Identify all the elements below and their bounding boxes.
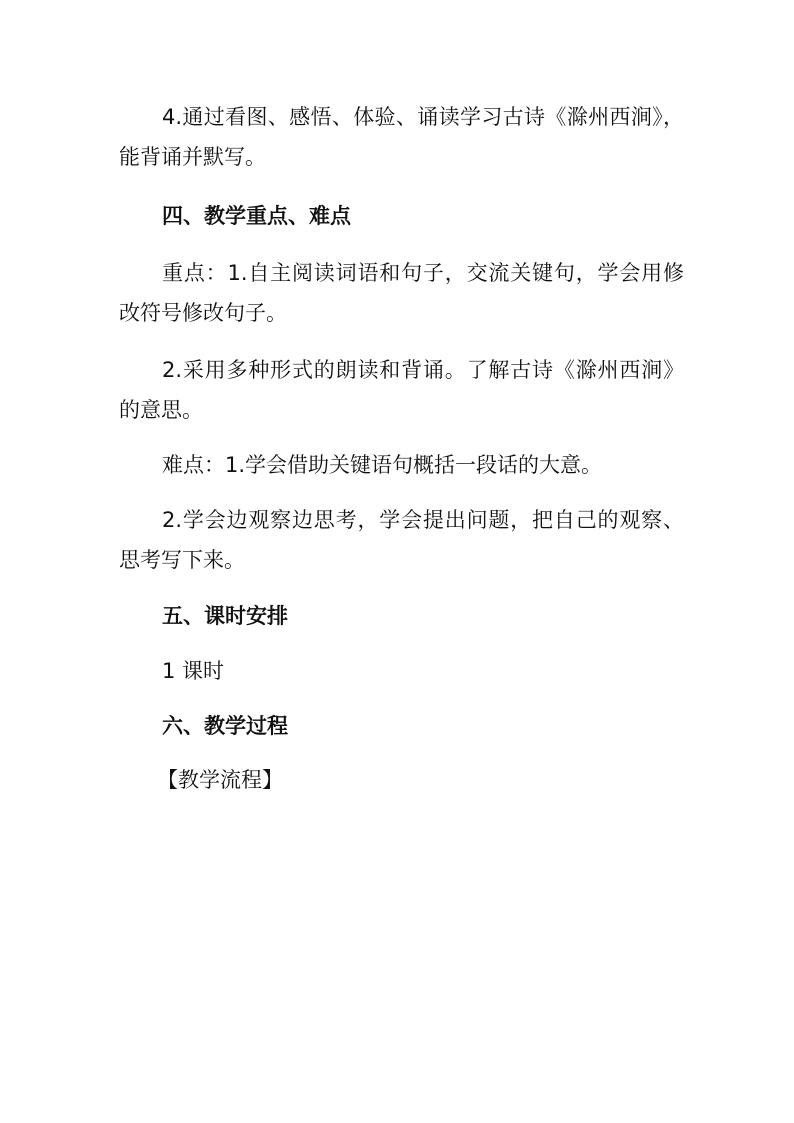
difficulty-1-paragraph: 难点：1.学会借助关键语句概括一段话的大意。 [162, 453, 603, 477]
key-point-2-paragraph: 2.采用多种形式的朗读和背诵。了解古诗《滁州西涧》的意思。 [119, 358, 684, 422]
section-heading-key-points: 四、教学重点、难点 [162, 204, 351, 228]
class-hours-text: 1 课时 [162, 659, 225, 683]
difficulty-2-paragraph: 2.学会边观察边思考，学会提出问题，把自己的观察、思考写下来。 [119, 508, 684, 572]
teaching-flow-label: 【教学流程】 [157, 768, 283, 792]
section-heading-schedule: 五、课时安排 [162, 604, 288, 628]
objective-4-paragraph: 4.通过看图、感悟、体验、诵读学习古诗《滁州西涧》，能背诵并默写。 [119, 105, 684, 169]
section-heading-process: 六、教学过程 [162, 714, 288, 738]
key-point-1-paragraph: 重点：1.自主阅读词语和句子，交流关键句，学会用修改符号修改句子。 [119, 261, 684, 325]
